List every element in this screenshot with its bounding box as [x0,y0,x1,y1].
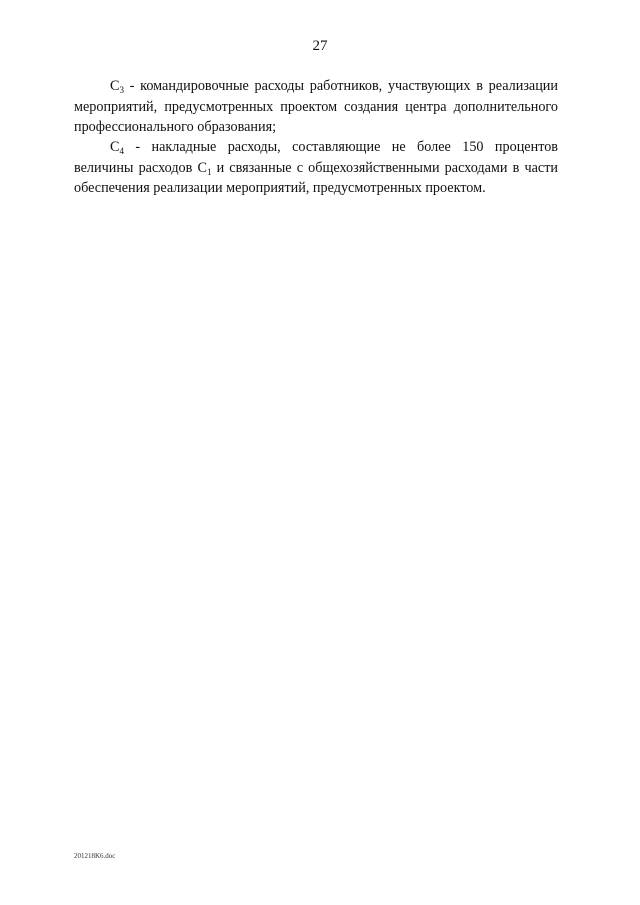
paragraph-c3 [74,76,558,138]
footer-filename: 201218K6.doc [74,852,116,860]
variable-c4-subscript: 4 [119,146,124,156]
paragraph-c4-text-after: и связанные с общехозяйственными расходами в части обеспечения реализации мероприятий, предусмотренных проектом. [74,159,558,196]
paragraph-c4-text-before: - накладные расходы, составляющие не более 150 процентов величины расходов [74,139,558,176]
paragraph-c3-text: - командировочные расходы работников, участвующих в реализации мероприятий, предусмотренных проектом создания центра дополнительного профессионального образования; [74,78,558,135]
variable-c1-subscript: 1 [206,166,212,177]
variable-c3-subscript: 3 [119,85,124,95]
paragraph-c4 [74,137,558,199]
variable-c1-symbol: C [197,159,207,176]
variable-c4-symbol: C [110,139,120,155]
variable-c3-symbol: C [110,78,120,94]
page-number: 27 [312,38,328,54]
